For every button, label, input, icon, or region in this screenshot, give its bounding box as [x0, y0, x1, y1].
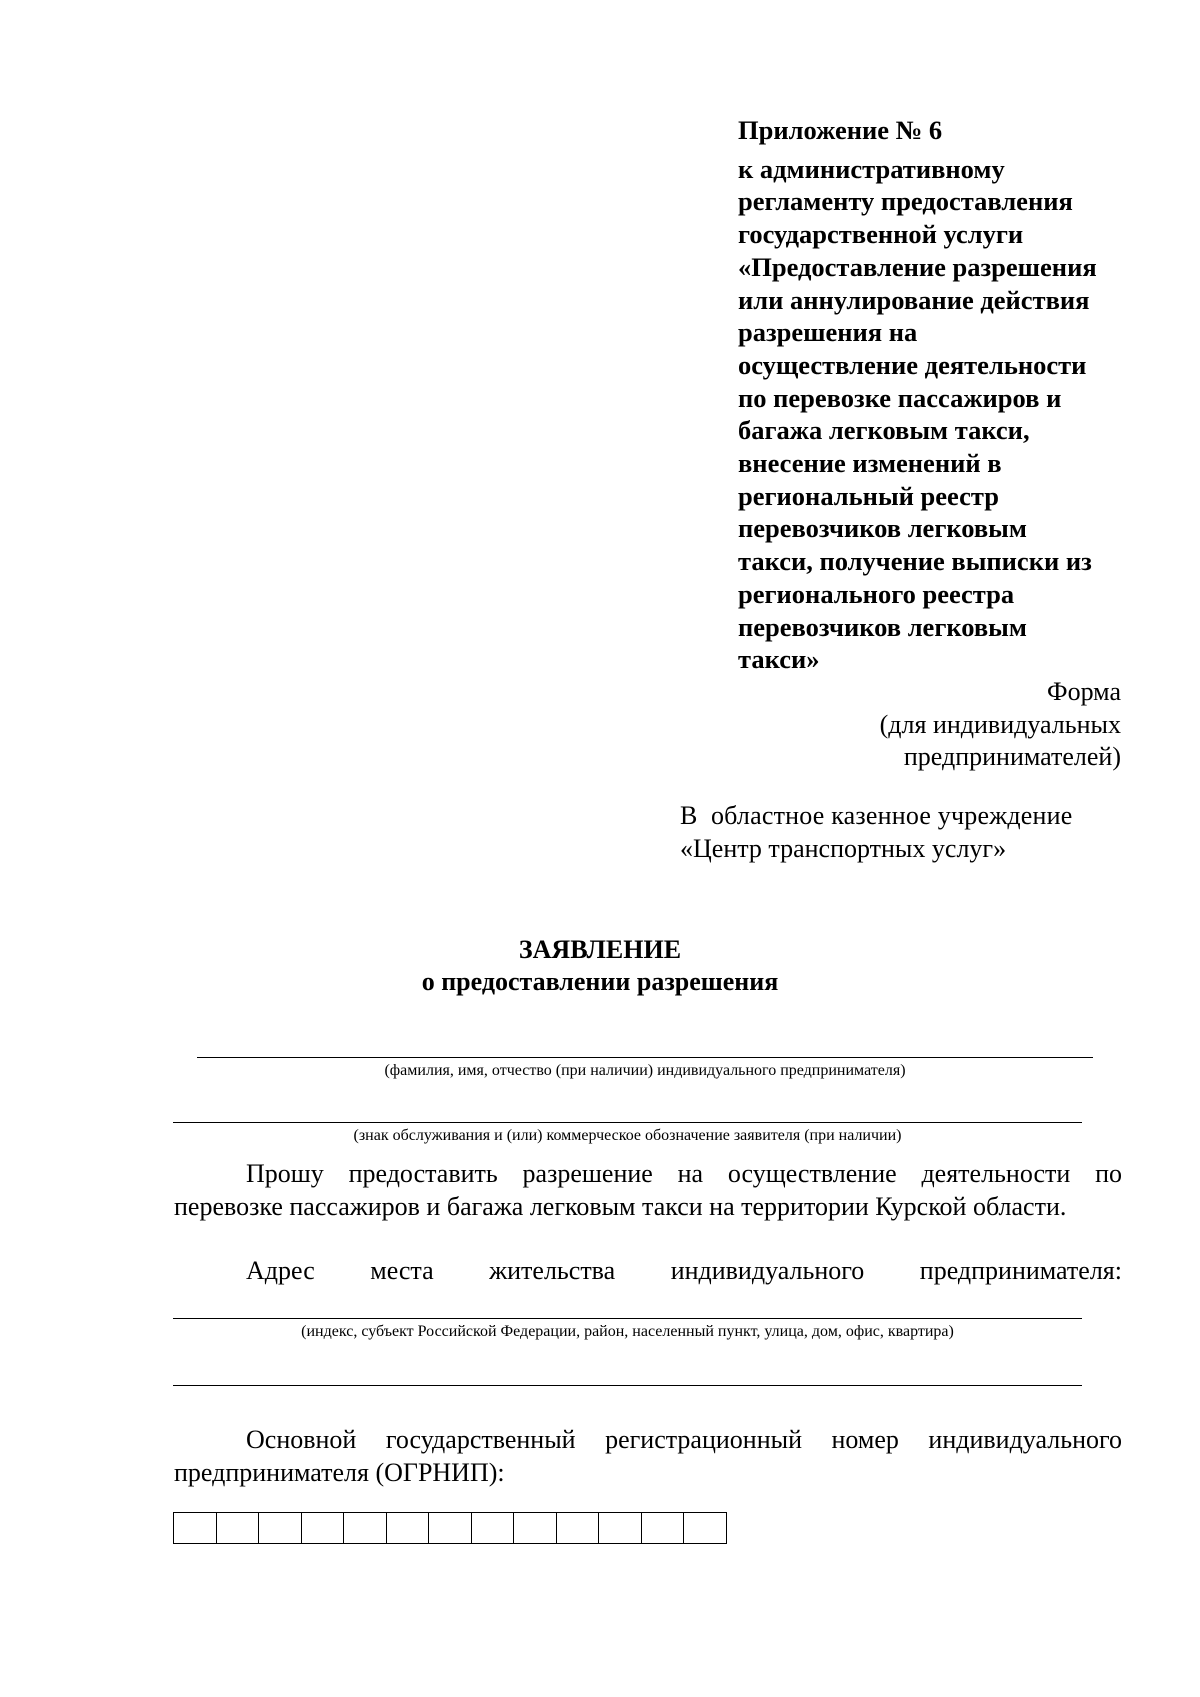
- ogrnip-digit-cell[interactable]: [387, 1512, 430, 1544]
- address-label-word: жительства: [489, 1256, 616, 1285]
- ogrnip-paragraph: Основной государственный регистрационный номер индивидуального предпринимателя (ОГРНИП):: [174, 1425, 1122, 1487]
- ogrnip-digit-cell[interactable]: [472, 1512, 515, 1544]
- appendix-line: региональный реестр: [738, 480, 999, 511]
- ogrnip-digit-cell[interactable]: [174, 1512, 217, 1544]
- address-label-word: предпринимателя:: [919, 1256, 1122, 1285]
- appendix-line: перевозчиков легковым: [738, 513, 1027, 544]
- address-field-line-2[interactable]: [173, 1385, 1082, 1386]
- appendix-line: к административному: [738, 153, 1005, 184]
- appendix-line: регламенту предоставления: [738, 186, 1073, 217]
- address-label-word: индивидуального: [670, 1256, 865, 1285]
- appendix-line: перевозчиков легковым: [738, 611, 1027, 642]
- appendix-number: Приложение № 6: [738, 115, 943, 145]
- address-label-word: места: [370, 1256, 434, 1285]
- ogrnip-digit-cell[interactable]: [684, 1512, 727, 1544]
- addressee-line: В областное казенное учреждение: [680, 801, 1073, 830]
- document-title: [0, 934, 1200, 998]
- addressee: [680, 800, 1073, 865]
- appendix-line: или аннулирование действия: [738, 284, 1090, 315]
- addressee-line: «Центр транспортных услуг»: [680, 833, 1007, 863]
- ogrnip-digit-cell[interactable]: [514, 1512, 557, 1544]
- form-note-line: Форма: [1047, 677, 1121, 706]
- ogrnip-input-grid[interactable]: [173, 1512, 727, 1544]
- form-note-line: (для индивидуальных: [879, 709, 1121, 739]
- ogrnip-digit-cell[interactable]: [302, 1512, 345, 1544]
- appendix-line: осуществление деятельности: [738, 349, 1087, 380]
- appendix-line: разрешения на: [738, 317, 918, 348]
- ogrnip-digit-cell[interactable]: [599, 1512, 642, 1544]
- appendix-line: такси, получение выписки из: [738, 546, 1092, 577]
- appendix-line: багажа легковым такси,: [738, 415, 1030, 446]
- request-paragraph: Прошу предоставить разрешение на осуществление деятельности по перевозке пассажиров и багажа легковым такси на территории Курской области.: [174, 1159, 1122, 1221]
- appendix-line: регионального реестра: [738, 578, 1015, 609]
- form-note: [880, 676, 1121, 774]
- ogrnip-digit-cell[interactable]: [557, 1512, 600, 1544]
- address-caption: (индекс, субъект Российской Федерации, район, населенный пункт, улица, дом, офис, квартира): [301, 1323, 954, 1340]
- appendix-line: такси»: [738, 644, 820, 675]
- address-label-word: Адрес: [246, 1256, 315, 1285]
- ogrnip-digit-cell[interactable]: [642, 1512, 685, 1544]
- ogrnip-digit-cell[interactable]: [259, 1512, 302, 1544]
- trademark-caption: (знак обслуживания и (или) коммерческое обозначение заявителя (при наличии): [353, 1127, 902, 1144]
- appendix-line: «Предоставление разрешения: [738, 251, 1097, 282]
- form-note-line: предпринимателей): [903, 742, 1121, 771]
- name-field-line[interactable]: [197, 1057, 1093, 1058]
- name-caption: (фамилия, имя, отчество (при наличии) индивидуального предпринимателя): [384, 1062, 906, 1079]
- appendix-line: государственной услуги: [738, 219, 1024, 250]
- ogrnip-digit-cell[interactable]: [429, 1512, 472, 1544]
- appendix-line: по перевозке пассажиров и: [738, 382, 1062, 413]
- appendix-header: [738, 114, 1158, 676]
- ogrnip-digit-cell[interactable]: [344, 1512, 387, 1544]
- address-label: [174, 1255, 1122, 1288]
- appendix-line: внесение изменений в: [738, 448, 1002, 479]
- title: ЗАЯВЛЕНИЕ: [518, 935, 682, 964]
- ogrnip-digit-cell[interactable]: [217, 1512, 260, 1544]
- subtitle: о предоставлении разрешения: [421, 967, 779, 996]
- trademark-field-line[interactable]: [173, 1122, 1082, 1123]
- address-field-line[interactable]: [173, 1318, 1082, 1319]
